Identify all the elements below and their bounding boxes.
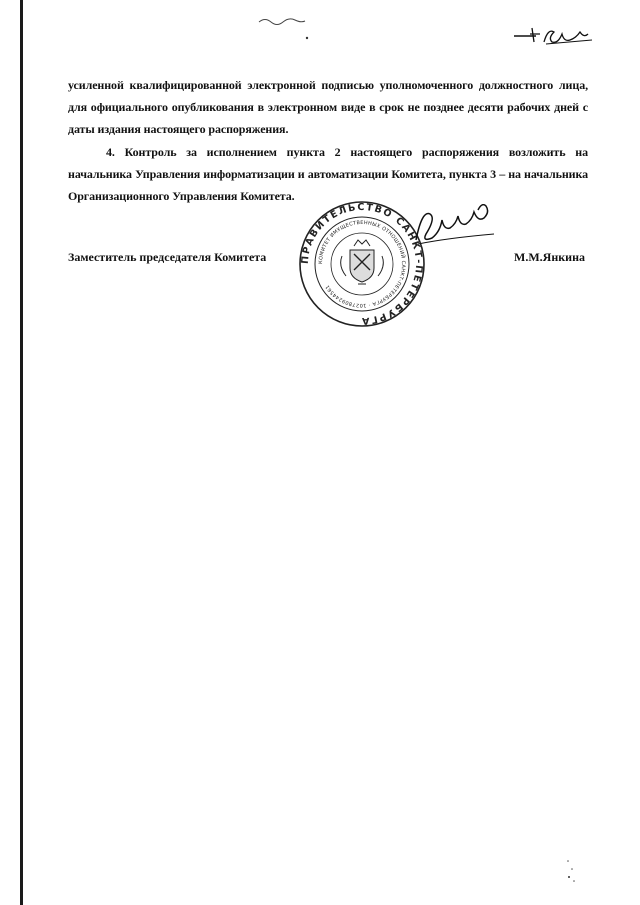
- paragraph-continued: усиленной квалифицированной электронной подписью уполномоченного должностного лица, для официального опубликования в электронном виде в срок не позднее десяти рабочих дней с даты издания настоящего распоряжения.: [68, 78, 588, 136]
- signature-handwritten: [410, 204, 500, 254]
- initials-signature: [510, 22, 596, 50]
- signatory-position: Заместитель председателя Комитета: [68, 250, 267, 264]
- top-scribble-mark: [255, 12, 315, 42]
- paragraph-4: 4. Контроль за исполнением пункта 2 настоящего распоряжения возложить на начальника Управления информатизации и автоматизации Комитета, пункта 3 – на начальника Организационного Управления Комитета.: [68, 145, 588, 203]
- page-left-border: [20, 0, 23, 905]
- signatory-name: М.М.Янкина: [514, 250, 585, 264]
- coat-of-arms-icon: [341, 240, 384, 284]
- scan-noise-dots: [560, 855, 590, 885]
- official-seal-stamp: [298, 200, 426, 328]
- svg-text:КОМИТЕТ ИМУЩЕСТВЕННЫХ ОТНОШЕНИ: КОМИТЕТ ИМУЩЕСТВЕННЫХ ОТНОШЕНИЙ САНКТ-ПЕТЕРБУРГА · 1027809244561: [317, 219, 407, 309]
- svg-text:ПРАВИТЕЛЬСТВО САНКТ-ПЕТЕРБУРГА: ПРАВИТЕЛЬСТВО САНКТ-ПЕТЕРБУРГА: [299, 201, 425, 327]
